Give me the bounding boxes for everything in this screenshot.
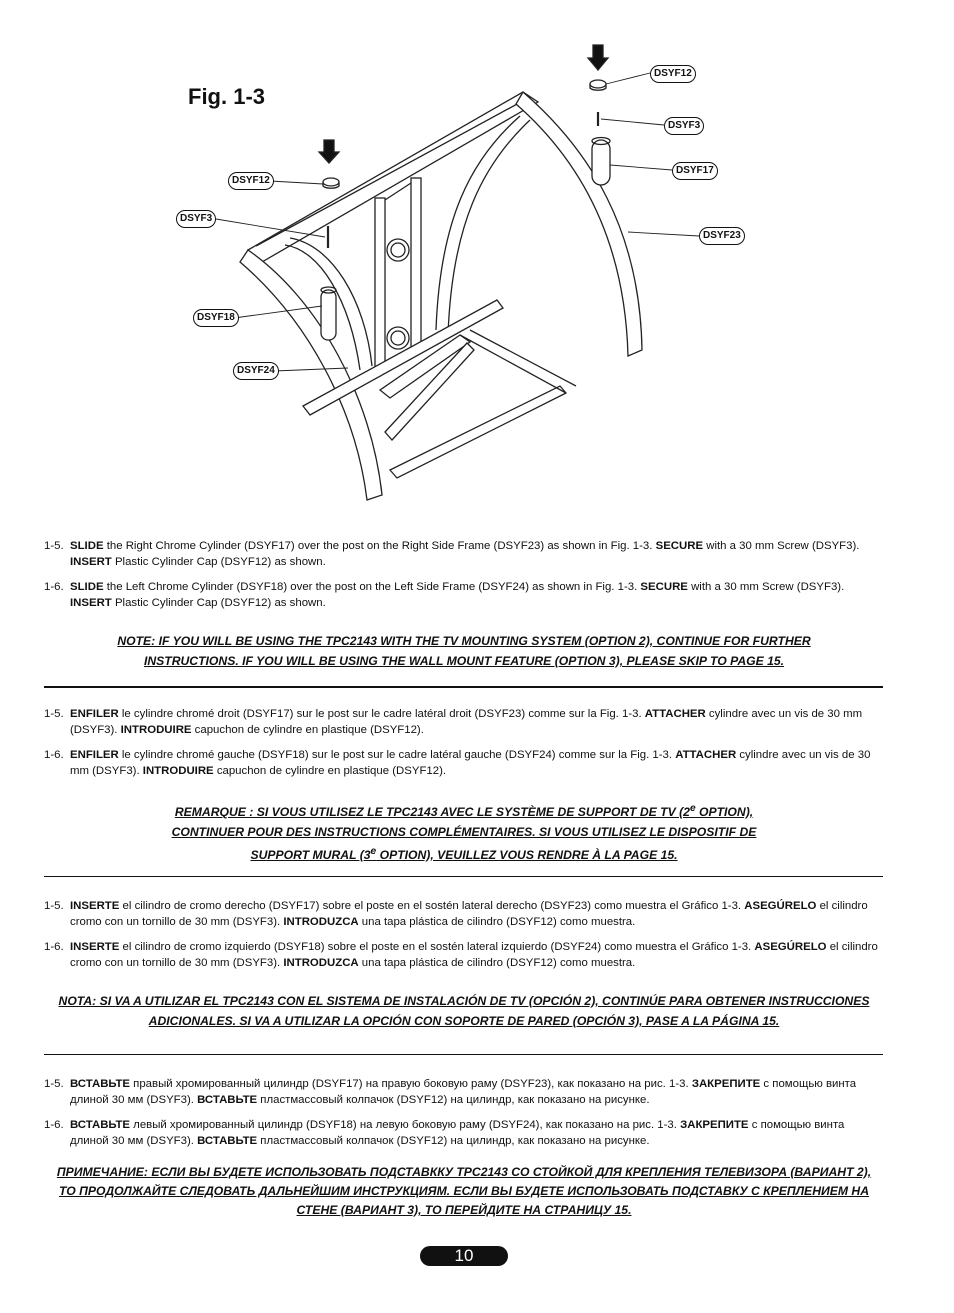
note-text: OPTION), VEUILLEZ VOUS RENDRE À LA PAGE 15. xyxy=(376,848,678,863)
note-en: NOTE: IF YOU WILL BE USING THE TPC2143 WITH THE TV MOUNTING SYSTEM (OPTION 2), CONTINUE FOR FURTHER INSTRUCTIONS. IF YOU WILL BE USING THE WALL MOUNT FEATURE (OPTION 3), PLEASE SKIP TO PAGE 15. xyxy=(117,634,811,668)
step-verb: INSERTE xyxy=(70,900,120,912)
step-number: 1-5. xyxy=(44,540,64,552)
step-number: 1-5. xyxy=(44,708,64,720)
step-verb: ЗАКРЕПИТЕ xyxy=(680,1119,749,1131)
step-verb: INTRODUIRE xyxy=(142,764,214,777)
page-number: 10 xyxy=(420,1246,508,1266)
stand-drawing xyxy=(0,0,954,520)
note-text: CONTINUER POUR DES INSTRUCTIONS COMPLÉMENTAIRES. SI VOUS UTILISEZ LE DISPOSITIF DE xyxy=(171,825,757,840)
step-1-6-fr xyxy=(44,748,884,779)
step-text: una tapa plástica de cilindro (DSYF12) como muestra. xyxy=(358,915,636,928)
step-text: с помощью винта длиной 30 мм (DSYF3). xyxy=(70,1119,845,1147)
step-text: cylindre avec un vis de 30 mm (DSYF3). xyxy=(70,708,863,736)
step-text: cylindre avec un vis de 30 mm (DSYF3). xyxy=(70,749,871,777)
step-1-5-ru xyxy=(44,1077,884,1108)
callout-dsyf18: DSYF18 xyxy=(193,309,239,327)
callout-dsyf23: DSYF23 xyxy=(699,227,745,245)
step-text: el cilindro de cromo izquierdo (DSYF18) sobre el poste en el sostén lateral izquierdo (DSYF24) como muestra el Gráfico 1-3. xyxy=(119,941,755,953)
step-text: the Left Chrome Cylinder (DSYF18) over the post on the Left Side Frame (DSYF24) as shown in Fig. 1-3. xyxy=(103,581,641,593)
step-text: с помощью винта длиной 30 мм (DSYF3). xyxy=(70,1078,857,1106)
step-text: le cylindre chromé gauche (DSYF18) sur le post sur le cadre latéral gauche (DSYF24) comme sur la Fig. 1-3. xyxy=(118,749,676,761)
step-verb: ATTACHER xyxy=(675,749,737,761)
note-text: REMARQUE : SI VOUS UTILISEZ LE TPC2143 AVEC LE SYSTÈME DE SUPPORT DE TV (2 xyxy=(174,805,690,820)
note-fr xyxy=(44,799,884,865)
step-text: una tapa plástica de cilindro (DSYF12) como muestra. xyxy=(358,956,636,969)
step-verb: SECURE xyxy=(640,581,688,593)
step-verb: INSERT xyxy=(70,555,112,568)
note-superscript: e xyxy=(370,846,377,858)
step-text: el cilindro cromo con un tornillo de 30 mm (DSYF3). xyxy=(70,941,878,969)
step-number: 1-6. xyxy=(44,941,64,953)
callout-dsyf3-left: DSYF3 xyxy=(176,210,216,228)
step-text: пластмассовый колпачок (DSYF12) на цилиндр, как показано на рисунке. xyxy=(257,1134,650,1147)
step-1-5-fr xyxy=(44,707,884,738)
english-section xyxy=(44,539,884,671)
step-number: 1-5. xyxy=(44,1078,64,1090)
step-verb: SLIDE xyxy=(70,581,104,593)
divider xyxy=(44,1054,883,1055)
callout-dsyf3-right: DSYF3 xyxy=(664,117,704,135)
step-number: 1-6. xyxy=(44,1119,64,1131)
step-text: пластмассовый колпачок (DSYF12) на цилиндр, как показано на рисунке. xyxy=(257,1093,650,1106)
step-1-5-es xyxy=(44,899,884,930)
step-text: capuchon de cylindre en plastique (DSYF12). xyxy=(213,764,447,777)
step-verb: INSERTE xyxy=(70,941,120,953)
step-1-6-es xyxy=(44,940,884,971)
step-verb: ВСТАВЬТЕ xyxy=(70,1119,131,1131)
note-es: NOTA: SI VA A UTILIZAR EL TPC2143 CON EL SISTEMA DE INSTALACIÓN DE TV (OPCIÓN 2), CONTINÚE PARA OBTENER INSTRUCCIONES ADICIONALES. SI VA A UTILIZAR LA OPCIÓN CON SOPORTE DE PARED (OPCIÓN 3), PASE A LA PÁGINA 15. xyxy=(58,994,870,1028)
step-text: capuchon de cylindre en plastique (DSYF12). xyxy=(191,723,424,736)
step-verb: ASEGÚRELO xyxy=(754,941,827,953)
step-text: el cilindro de cromo derecho (DSYF17) sobre el poste en el sostén lateral derecho (DSYF23) como muestra el Gráfico 1-3. xyxy=(119,900,745,912)
step-text: the Right Chrome Cylinder (DSYF17) over the post on the Right Side Frame (DSYF23) as shown in Fig. 1-3. xyxy=(103,540,656,552)
step-verb: SLIDE xyxy=(70,540,104,552)
spanish-section xyxy=(44,899,884,1031)
callout-dsyf12-right: DSYF12 xyxy=(650,65,696,83)
step-verb: ВСТАВЬТЕ xyxy=(70,1078,131,1090)
callout-dsyf17: DSYF17 xyxy=(672,162,718,180)
step-verb: ВСТАВЬТЕ xyxy=(197,1134,258,1147)
assembly-figure xyxy=(0,0,954,520)
step-text: правый хромированный цилиндр (DSYF17) на правую боковую раму (DSYF23), как показано на рис. 1-3. xyxy=(130,1078,692,1090)
step-1-6-ru xyxy=(44,1118,884,1149)
step-1-5-en xyxy=(44,539,884,570)
figure-title: Fig. 1-3 xyxy=(188,84,266,109)
note-superscript: e xyxy=(689,803,696,814)
russian-section xyxy=(44,1077,884,1220)
step-verb: ATTACHER xyxy=(644,708,706,720)
step-verb: SECURE xyxy=(655,540,704,552)
step-text: with a 30 mm Screw (DSYF3). xyxy=(687,581,845,593)
note-text: OPTION), xyxy=(695,805,754,820)
divider xyxy=(44,686,883,688)
step-text: Plastic Cylinder Cap (DSYF12) as shown. xyxy=(111,596,326,609)
note-text: SUPPORT MURAL (3 xyxy=(250,848,371,863)
step-verb: ENFILER xyxy=(70,708,119,720)
step-verb: ЗАКРЕПИТЕ xyxy=(691,1078,761,1090)
step-verb: INSERT xyxy=(70,596,112,609)
step-number: 1-6. xyxy=(44,581,64,593)
callout-dsyf12-left: DSYF12 xyxy=(228,172,274,190)
step-text: with a 30 mm Screw (DSYF3). xyxy=(703,540,860,552)
step-text: Plastic Cylinder Cap (DSYF12) as shown. xyxy=(111,555,326,568)
step-verb: INTRODUZCA xyxy=(283,915,359,928)
step-verb: INTRODUIRE xyxy=(120,723,192,736)
step-number: 1-5. xyxy=(44,900,64,912)
divider xyxy=(44,876,883,877)
step-verb: ВСТАВЬТЕ xyxy=(197,1093,258,1106)
step-verb: INTRODUZCA xyxy=(283,956,359,969)
callout-dsyf24: DSYF24 xyxy=(233,362,279,380)
french-section xyxy=(44,707,884,865)
step-verb: ENFILER xyxy=(70,749,119,761)
step-number: 1-6. xyxy=(44,749,64,761)
step-text: le cylindre chromé droit (DSYF17) sur le post sur le cadre latéral droit (DSYF23) comme sur la Fig. 1-3. xyxy=(118,708,645,720)
note-ru: ПРИМЕЧАНИЕ: ЕСЛИ ВЫ БУДЕТЕ ИСПОЛЬЗОВАТЬ ПОДСТАВККУ TPC2143 СО СТОЙКОЙ ДЛЯ КРЕПЛЕНИЯ ТЕЛЕВИЗОРА (ВАРИАНТ 2), ТО ПРОДОЛЖАЙТЕ СЛЕДОВАТЬ ДАЛЬНЕЙШИМ ИНСТРУКЦИЯМ. ЕСЛИ ВЫ БУДЕТЕ ИСПОЛЬЗОВАТЬ ПОДСТАВКУ С КРЕПЛЕНИЕМ НА СТЕНЕ (ВАРИАНТ 3), ТО ПЕРЕЙДИТЕ НА СТРАНИЦУ 15. xyxy=(56,1165,872,1217)
step-1-6-en xyxy=(44,580,884,611)
step-text: левый хромированный цилиндр (DSYF18) на левую боковую раму (DSYF24), как показано на рис. 1-3. xyxy=(130,1119,681,1131)
step-text: el cilindro cromo con un tornillo de 30 mm (DSYF3). xyxy=(70,900,868,928)
step-verb: ASEGÚRELO xyxy=(744,900,817,912)
